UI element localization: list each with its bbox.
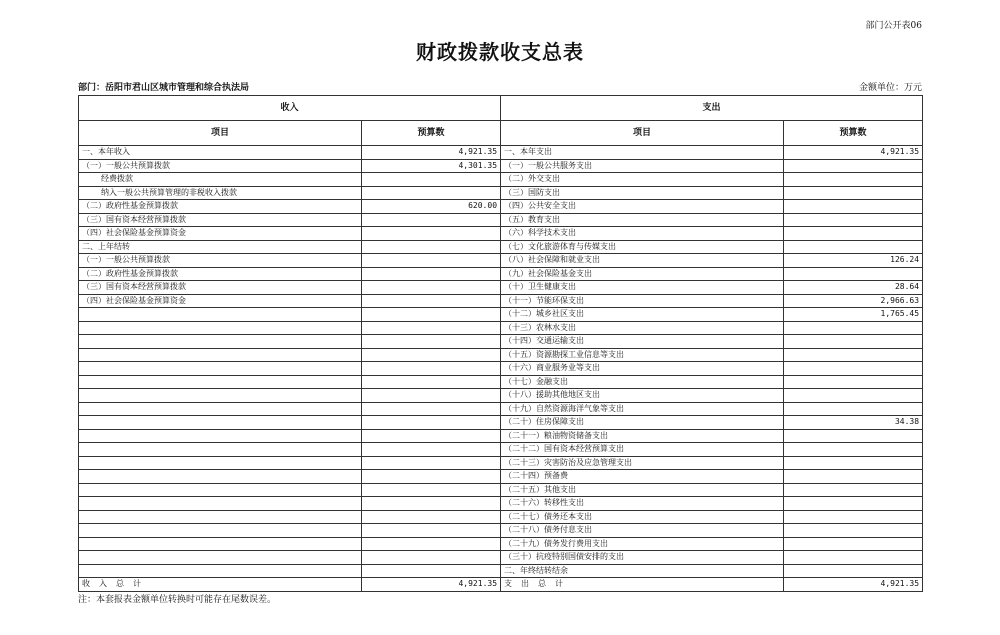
income-amount-cell	[362, 254, 501, 268]
income-amount-cell	[362, 321, 501, 335]
expense-amount-cell	[784, 240, 923, 254]
income-amount-cell: 620.00	[362, 200, 501, 214]
income-amount-cell	[362, 402, 501, 416]
income-item-cell	[79, 537, 362, 551]
income-header: 收入	[79, 96, 501, 121]
table-row	[79, 510, 923, 524]
expense-amount-cell	[784, 173, 923, 187]
expense-amount-cell	[784, 348, 923, 362]
expense-item-cell: （二）外交支出	[501, 173, 784, 187]
expense-amount-cell	[784, 443, 923, 457]
expense-amount-cell	[784, 227, 923, 241]
income-amount-cell	[362, 281, 501, 295]
table-row	[79, 227, 923, 241]
department-label: 部门：岳阳市君山区城市管理和综合执法局	[78, 83, 250, 93]
section-header-row	[79, 96, 923, 121]
expense-item-cell: （七）文化旅游体育与传媒支出	[501, 240, 784, 254]
expense-item-cell: 一、本年支出	[501, 146, 784, 160]
expense-item-cell: （十九）自然资源海洋气象等支出	[501, 402, 784, 416]
income-item-cell: 一、本年收入	[79, 146, 362, 160]
income-amount-cell	[362, 470, 501, 484]
income-amount-cell	[362, 564, 501, 578]
expense-item-cell: （二十六）转移性支出	[501, 497, 784, 511]
table-row	[79, 240, 923, 254]
expense-item-cell: （二十）住房保障支出	[501, 416, 784, 430]
income-amount-cell	[362, 456, 501, 470]
expense-amount-cell: 126.24	[784, 254, 923, 268]
income-amount-cell	[362, 267, 501, 281]
table-row	[79, 402, 923, 416]
expense-amount-cell: 1,765.45	[784, 308, 923, 322]
expense-amount-cell	[784, 524, 923, 538]
income-item-cell	[79, 389, 362, 403]
income-amount-cell	[362, 308, 501, 322]
income-item-cell: （三）国有资本经营预算拨款	[79, 281, 362, 295]
income-item-cell: 经费拨款	[79, 173, 362, 187]
income-item-cell	[79, 321, 362, 335]
expense-total-amount: 4,921.35	[784, 578, 923, 592]
table-row	[79, 564, 923, 578]
expense-amount-cell	[784, 375, 923, 389]
expense-amount-cell	[784, 213, 923, 227]
expense-item-cell: （十四）交通运输支出	[501, 335, 784, 349]
income-amount-cell	[362, 375, 501, 389]
expense-amount-cell	[784, 159, 923, 173]
table-row	[79, 416, 923, 430]
expense-amount-header: 预算数	[784, 121, 923, 146]
income-item-cell	[79, 362, 362, 376]
income-item-cell	[79, 456, 362, 470]
income-item-cell: （一）一般公共预算拨款	[79, 254, 362, 268]
income-amount-cell	[362, 510, 501, 524]
income-item-cell: （三）国有资本经营预算拨款	[79, 213, 362, 227]
table-row	[79, 254, 923, 268]
expense-item-cell: （二十二）国有资本经营预算支出	[501, 443, 784, 457]
table-row	[79, 443, 923, 457]
table-row	[79, 267, 923, 281]
expense-amount-cell	[784, 456, 923, 470]
income-amount-cell	[362, 537, 501, 551]
expense-item-cell: （一）一般公共服务支出	[501, 159, 784, 173]
total-row	[79, 578, 923, 592]
expense-amount-cell	[784, 335, 923, 349]
income-item-cell	[79, 443, 362, 457]
expense-item-cell: （十二）城乡社区支出	[501, 308, 784, 322]
expense-amount-cell	[784, 267, 923, 281]
table-row	[79, 348, 923, 362]
table-row	[79, 497, 923, 511]
page-title: 财政拨款收支总表	[416, 40, 584, 64]
expense-total-label: 支出总计	[501, 578, 784, 592]
income-item-cell: 二、上年结转	[79, 240, 362, 254]
income-amount-cell	[362, 213, 501, 227]
income-item-cell	[79, 483, 362, 497]
expense-amount-cell: 34.38	[784, 416, 923, 430]
expense-amount-cell	[784, 389, 923, 403]
income-amount-cell	[362, 335, 501, 349]
expense-amount-cell	[784, 362, 923, 376]
table-row	[79, 200, 923, 214]
expense-amount-cell	[784, 537, 923, 551]
income-amount-cell	[362, 551, 501, 565]
income-item-cell	[79, 524, 362, 538]
income-item-cell	[79, 510, 362, 524]
income-amount-cell	[362, 389, 501, 403]
table-row	[79, 362, 923, 376]
expense-item-cell: （六）科学技术支出	[501, 227, 784, 241]
expense-amount-cell	[784, 564, 923, 578]
expense-header: 支出	[501, 96, 923, 121]
table-row	[79, 375, 923, 389]
expense-item-cell: （四）公共安全支出	[501, 200, 784, 214]
table-row	[79, 335, 923, 349]
expense-item-cell: （二十五）其他支出	[501, 483, 784, 497]
income-amount-cell	[362, 227, 501, 241]
income-item-cell	[79, 551, 362, 565]
expense-item-cell: （十七）金融支出	[501, 375, 784, 389]
income-item-cell	[79, 470, 362, 484]
income-item-cell: （四）社会保险基金预算资金	[79, 294, 362, 308]
expense-item-cell: （五）教育支出	[501, 213, 784, 227]
income-amount-cell	[362, 348, 501, 362]
column-header-row	[79, 121, 923, 146]
table-row	[79, 429, 923, 443]
income-item-cell: （二）政府性基金预算拨款	[79, 267, 362, 281]
table-row	[79, 146, 923, 160]
expense-amount-cell	[784, 429, 923, 443]
expense-amount-cell	[784, 186, 923, 200]
expense-amount-cell: 2,966.63	[784, 294, 923, 308]
income-amount-cell: 4,301.35	[362, 159, 501, 173]
income-amount-cell	[362, 443, 501, 457]
expense-item-header: 项目	[501, 121, 784, 146]
income-item-cell	[79, 335, 362, 349]
expense-item-cell: （八）社会保障和就业支出	[501, 254, 784, 268]
income-item-cell: （一）一般公共预算拨款	[79, 159, 362, 173]
table-row	[79, 470, 923, 484]
expense-amount-cell	[784, 200, 923, 214]
expense-item-cell: （三十）抗疫特别国债安排的支出	[501, 551, 784, 565]
expense-item-cell: （十五）资源勘探工业信息等支出	[501, 348, 784, 362]
expense-amount-cell	[784, 402, 923, 416]
expense-item-cell: （二十一）粮油物资储备支出	[501, 429, 784, 443]
expense-amount-cell: 28.64	[784, 281, 923, 295]
income-amount-cell	[362, 416, 501, 430]
income-item-cell: 纳入一般公共预算管理的非税收入拨款	[79, 186, 362, 200]
income-item-cell	[79, 416, 362, 430]
income-item-header: 项目	[79, 121, 362, 146]
income-amount-cell	[362, 429, 501, 443]
income-amount-cell: 4,921.35	[362, 146, 501, 160]
table-row	[79, 159, 923, 173]
expense-amount-cell	[784, 483, 923, 497]
table-row	[79, 213, 923, 227]
expense-item-cell: （十）卫生健康支出	[501, 281, 784, 295]
income-amount-cell	[362, 173, 501, 187]
income-amount-cell	[362, 240, 501, 254]
expense-item-cell: （二十三）灾害防治及应急管理支出	[501, 456, 784, 470]
expense-item-cell: （十六）商业服务业等支出	[501, 362, 784, 376]
table-row	[79, 456, 923, 470]
income-item-cell	[79, 497, 362, 511]
income-amount-cell	[362, 294, 501, 308]
income-amount-cell	[362, 497, 501, 511]
table-row	[79, 537, 923, 551]
form-number: 部门公开表06	[865, 21, 922, 31]
expense-item-cell: （二十七）债务还本支出	[501, 510, 784, 524]
expense-amount-cell	[784, 510, 923, 524]
table-row	[79, 321, 923, 335]
income-item-cell: （二）政府性基金预算拨款	[79, 200, 362, 214]
income-item-cell	[79, 348, 362, 362]
income-item-cell	[79, 429, 362, 443]
income-amount-cell	[362, 186, 501, 200]
expense-amount-cell	[784, 321, 923, 335]
income-item-cell	[79, 564, 362, 578]
income-amount-cell	[362, 483, 501, 497]
table-row	[79, 186, 923, 200]
table-row	[79, 524, 923, 538]
income-item-cell: （四）社会保险基金预算资金	[79, 227, 362, 241]
income-item-cell	[79, 402, 362, 416]
expense-item-cell: （十三）农林水支出	[501, 321, 784, 335]
expense-item-cell: （二十八）债务付息支出	[501, 524, 784, 538]
income-amount-cell	[362, 362, 501, 376]
expense-item-cell: （二十四）预备费	[501, 470, 784, 484]
table-row	[79, 389, 923, 403]
table-row	[79, 483, 923, 497]
income-item-cell	[79, 308, 362, 322]
footnote: 注：本套报表金额单位转换时可能存在尾数误差。	[78, 595, 277, 605]
expense-item-cell: （三）国防支出	[501, 186, 784, 200]
table-row	[79, 551, 923, 565]
amount-unit-label: 金额单位：万元	[858, 83, 922, 93]
income-total-label: 收入总计	[79, 578, 362, 592]
table-row	[79, 294, 923, 308]
expense-item-cell: （二十九）债务发行费用支出	[501, 537, 784, 551]
income-item-cell	[79, 375, 362, 389]
table-row	[79, 308, 923, 322]
expense-item-cell: （十一）节能环保支出	[501, 294, 784, 308]
expense-item-cell: （九）社会保险基金支出	[501, 267, 784, 281]
expense-item-cell: （十八）援助其他地区支出	[501, 389, 784, 403]
table-row	[79, 281, 923, 295]
expense-amount-cell	[784, 497, 923, 511]
expense-item-cell: 二、年终结转结余	[501, 564, 784, 578]
expense-amount-cell	[784, 551, 923, 565]
income-amount-cell	[362, 524, 501, 538]
budget-table	[78, 95, 923, 592]
table-row	[79, 173, 923, 187]
income-amount-header: 预算数	[362, 121, 501, 146]
expense-amount-cell	[784, 470, 923, 484]
income-total-amount: 4,921.35	[362, 578, 501, 592]
expense-amount-cell: 4,921.35	[784, 146, 923, 160]
